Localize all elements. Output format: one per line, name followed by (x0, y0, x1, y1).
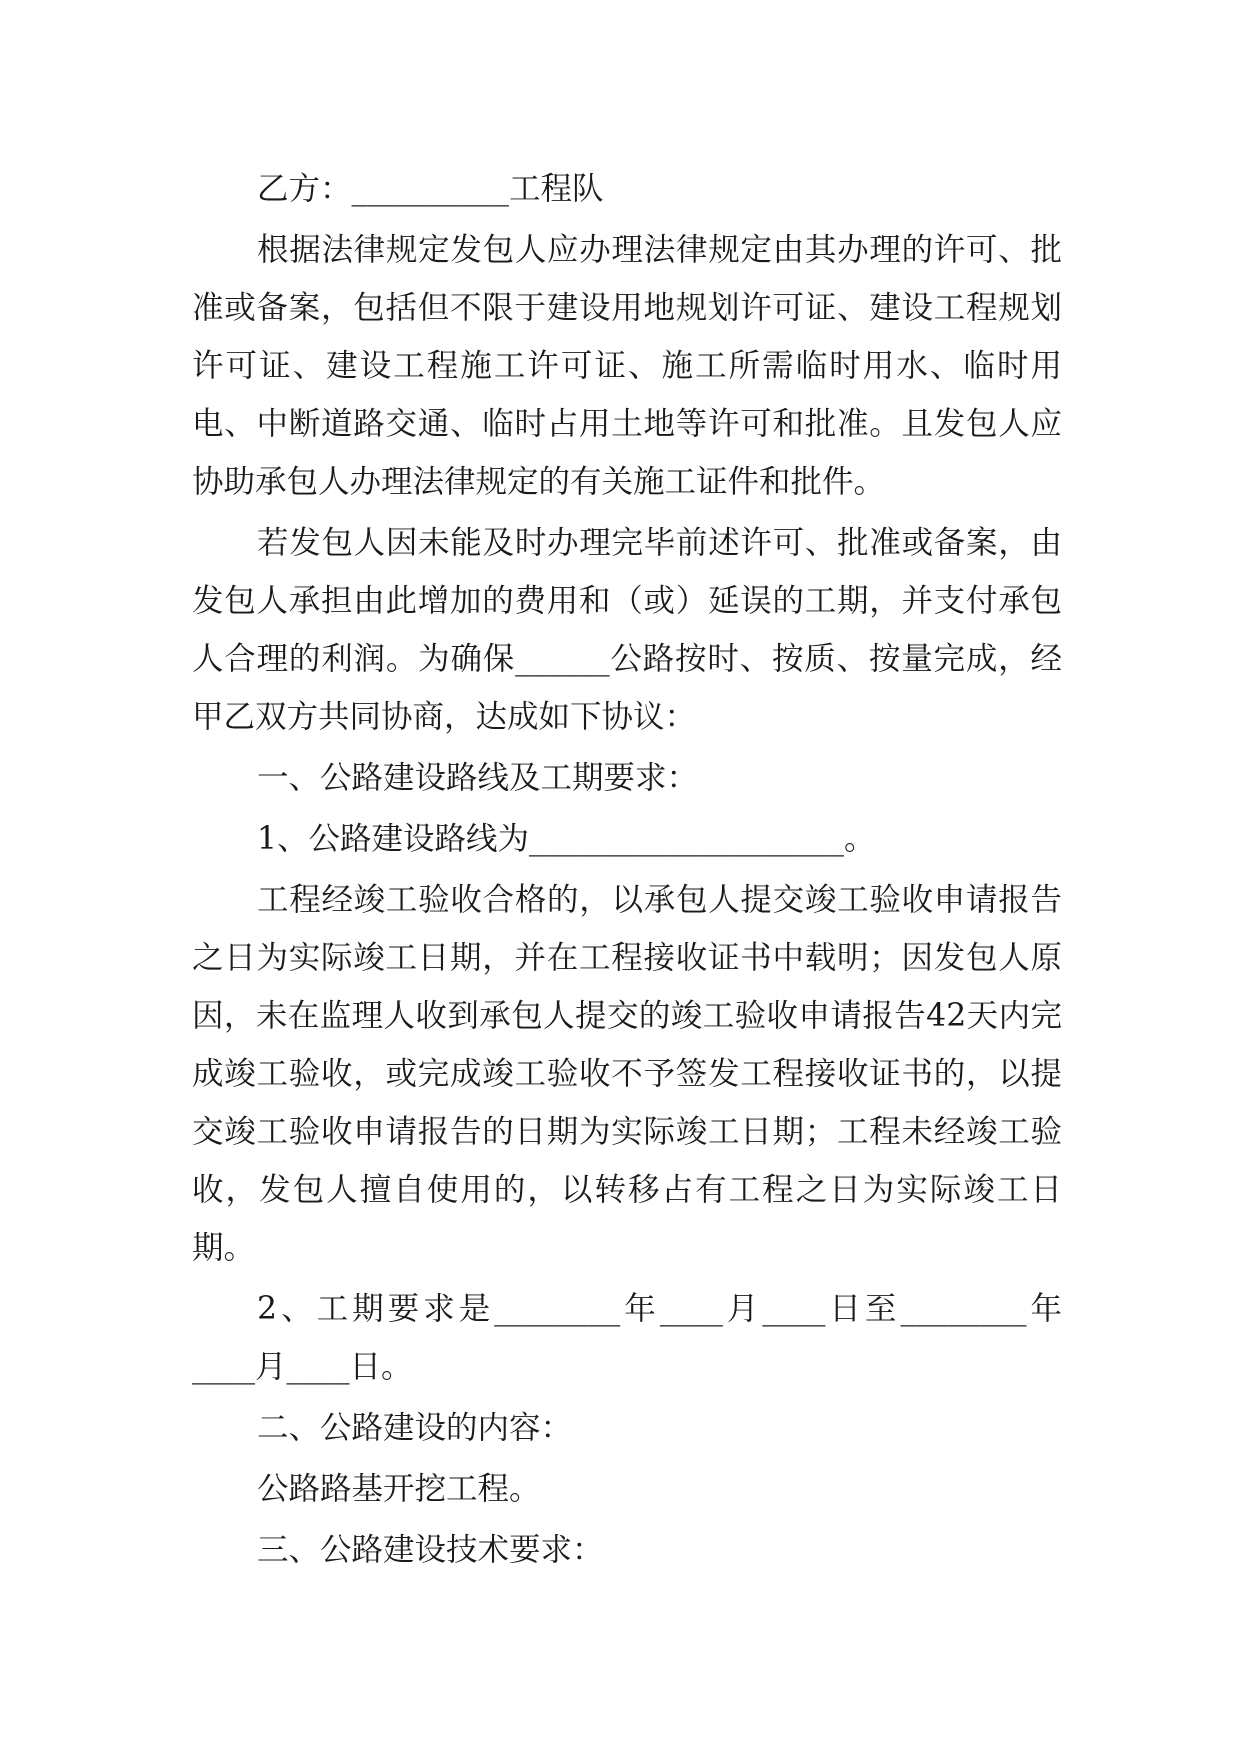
paragraph-content: 公路路基开挖工程。 (257, 1471, 541, 1507)
paragraph-permits: 根据法律规定发包人应办理法律规定由其办理的许可、批准或备案，包括但不限于建设用地规划许可证、建设工程规划许可证、建设工程施工许可证、施工所需临时用水、临时用电、中断道路交通、临时占用土地等许可和批准。且发包人应协助承包人办理法律规定的有关施工证件和批件。 (192, 232, 1062, 500)
section-heading-3: 三、公路建设技术要求： (257, 1532, 604, 1568)
section-heading-1: 一、公路建设路线及工期要求： (257, 760, 699, 796)
clause-schedule: 2、工期要求是________年____月____日至________年____月____日。 (192, 1291, 1062, 1385)
paragraph-delay-costs: 若发包人因未能及时办理完毕前述许可、批准或备案，由发包人承担由此增加的费用和（或）延误的工期，并支付承包人合理的利润。为确保______公路按时、按质、按量完成，经甲乙双方共同协商，达成如下协议： (192, 525, 1062, 735)
clause-route: 1、公路建设路线为____________________。 (257, 821, 876, 857)
document-body (192, 160, 1062, 1582)
paragraph-completion-date: 工程经竣工验收合格的，以承包人提交竣工验收申请报告之日为实际竣工日期，并在工程接收证书中载明；因发包人原因，未在监理人收到承包人提交的竣工验收申请报告42天内完成竣工验收，或完成竣工验收不予签发工程接收证书的，以提交竣工验收申请报告的日期为实际竣工日期；工程未经竣工验收，发包人擅自使用的，以转移占有工程之日为实际竣工日期。 (192, 882, 1062, 1266)
party-b-line: 乙方：__________工程队 (257, 171, 604, 207)
section-heading-2: 二、公路建设的内容： (257, 1410, 573, 1446)
